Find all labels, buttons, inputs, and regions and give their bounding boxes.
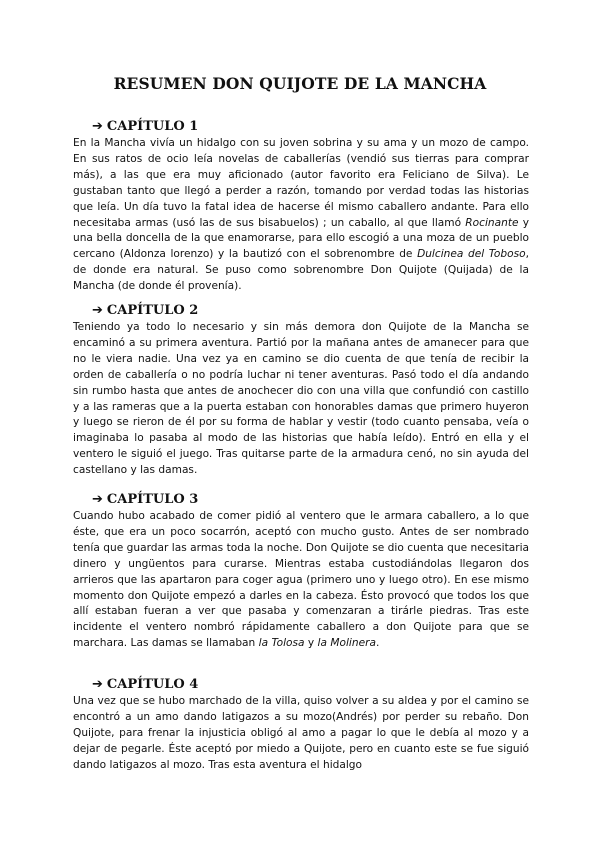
chapter-paragraph-1 bbox=[73, 136, 529, 295]
chapter-heading-text: CAPÍTULO 2 bbox=[106, 303, 199, 318]
chapter-paragraph-4 bbox=[73, 694, 529, 774]
chapter-paragraph-3 bbox=[73, 509, 529, 652]
document-title: RESUMEN DON QUIJOTE DE LA MANCHA bbox=[113, 74, 487, 93]
paragraph-text: Teniendo ya todo lo necesario y sin más demora don Quijote de la Mancha se encaminó a su primera aventura. Partió por la mañana antes de amanecer para que no le viera nadie. Una vez ya en camino se dio cuenta de que tenía de recibir la orden de caballería o no podría luchar ni tener aventuras. Pasó todo el día andando sin rumbo hasta que antes de anochecer dio con una villa que confundió con castillo y a las rameras que a la puerta estaban con honorables damas que primero huyeron y luego se rieron de él por su forma de hablar y vestir (todo cuanto pensaba, veía o imaginaba lo pasaba al modo de las historias que había leído). Entró en ella y el ventero le siguió el juego. Tras quitarse parte de la armadura cenó, no sin ayuda del castellano y las damas. bbox=[73, 321, 529, 477]
chapter-heading-text: CAPÍTULO 1 bbox=[106, 119, 199, 134]
paragraph-text: Una vez que se hubo marchado de la villa, quiso volver a su aldea y por el camino se encontró a un amo dando latigazos a su mozo(Andrés) por perder su rebaño. Don Quijote, para frenar la injusticia obligó al amo a pagar lo que le debía al mozo y a dejar de pegarle. Éste aceptó por miedo a Quijote, pero en cuanto este se fue siguió dando latigazos al mozo. Tras esta aventura el hidalgo bbox=[73, 695, 529, 771]
paragraph-text: , de donde era natural. Se puso como sobrenombre Don Quijote (Quijada) de la Mancha (de donde él provenía). bbox=[73, 248, 529, 293]
paragraph-text: En la Mancha vivía un hidalgo con su joven sobrina y su ama y un mozo de campo. En sus ratos de ocio leía novelas de caballerías (vendió sus tierras para comprar más), a las que era muy aficionado (autor favorito era Feliciano de Silva). Le gustaban tanto que llegó a perder a razón, tomando por verdad todas las historias que leía. Un día tuvo la fatal idea de hacerse él mismo caballero andante. Para ello necesitaba armas (usó las de sus bisabuelos) ; un caballo, al que llamó bbox=[73, 137, 529, 229]
chapter-heading-2 bbox=[92, 303, 198, 318]
paragraph-text: . bbox=[375, 637, 380, 650]
arrow-icon: ➔ bbox=[92, 119, 103, 134]
chapter-heading-1 bbox=[92, 119, 198, 134]
chapter-heading-3 bbox=[92, 492, 198, 507]
paragraph-text: y una bella doncella de la que enamorarse, para ello escogió a una moza de un pueblo cercano (Aldonza lorenzo) y la bautizó con el sobrenombre de bbox=[73, 216, 530, 261]
chapter-heading-4 bbox=[92, 677, 198, 692]
italic-text-molinera: la Molinera bbox=[317, 637, 376, 650]
italic-text-tolosa: la Tolosa bbox=[258, 637, 305, 650]
chapter-paragraph-2 bbox=[73, 320, 529, 479]
italic-text-dulcinea: Dulcinea del Toboso bbox=[417, 248, 526, 261]
paragraph-text: Cuando hubo acabado de comer pidió al ventero que le armara caballero, a lo que éste, que era un poco socarrón, aceptó con mucho gusto. Antes de ser nombrado tenía que guardar las armas toda la noche. Don Quijote se dio cuenta que necesitaria dinero y ungüentos para curarse. Mientras estaba custodiándolas llegaron dos arrieros que las apartaron para coger agua (primero uno y luego otro). En ese mismo momento don Quijote empezó a darles en la cabeza. Ésto provocó que todos los que allí estaban fueran a ver que pasaba y comenzaran a tirárle piedras. Tras este incidente el ventero nombró rápidamente caballero a don Quijote para que se marchara. Las damas se llamaban bbox=[73, 510, 529, 650]
arrow-icon: ➔ bbox=[92, 492, 103, 507]
chapter-heading-text: CAPÍTULO 3 bbox=[106, 492, 199, 507]
italic-text-rocinante: Rocinante bbox=[465, 216, 519, 229]
arrow-icon: ➔ bbox=[92, 677, 103, 692]
arrow-icon: ➔ bbox=[92, 303, 103, 318]
paragraph-text: y bbox=[304, 637, 318, 650]
chapter-heading-text: CAPÍTULO 4 bbox=[106, 677, 199, 692]
